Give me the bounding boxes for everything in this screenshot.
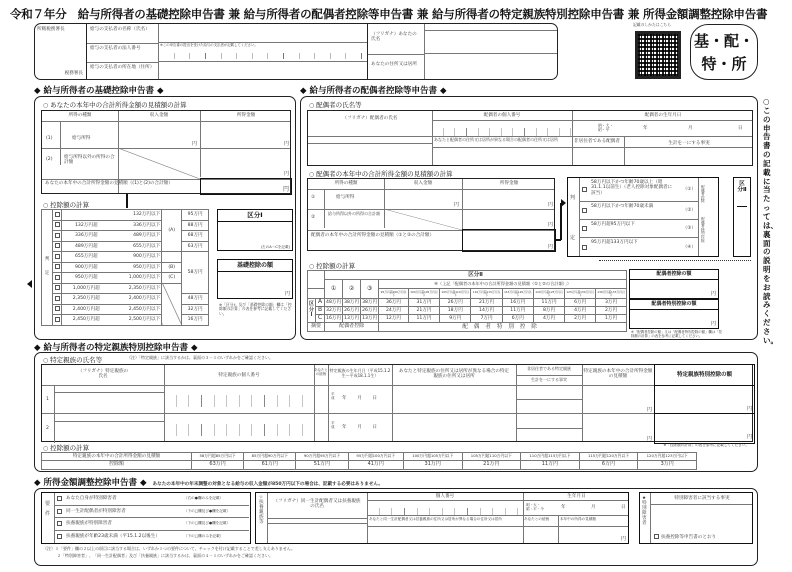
relative-address-field[interactable] <box>392 414 516 443</box>
basic-footnote: ※「区分Ⅰ」及び「基礎控除の額」欄は「控除額の計算」の表を参考に記載してください。 <box>219 302 292 316</box>
payer-info-box <box>34 23 558 80</box>
spouse-salary-revenue-field[interactable]: 円 <box>453 202 459 208</box>
basic-amount-box: 基礎控除の額 円 <box>217 259 293 299</box>
dependent-box: ☆扶養親族等 （フリガナ）同一生計配偶者又は扶養親族の氏名 個人番号 あなたと同一生計配偶者又は扶養親族の住所又は居所が異なる場合の住所又は居所 生年月日 明・大・昭・平・令 年 月 日 あなたとの続柄 本年中の所得の見積額 円 <box>255 492 629 544</box>
spouse-deduction-table: 区分Ⅱ ① ② ③ ④（上記「配偶者の本年中の合計所得金額の見積額（①と②の合計額）」） 95万円超100万円以下 100万円超105万円以下 105万円超110万円以下 110万円超115万円以下 115万円超120万円以下 120万円超125万円以下 125万円超130万円以下 130万円超133万円以下 区分Ⅰ A 48万円 38万円 38万円 36万円 31万円 26万円 21万円 16万円 11万円 6万円 3万円 B 32万円 26万円 26万円 24万円 21万円 18万円 14万円 11万円 8万円 4万円 2万円 C 16万円 13万円 13万円 12万円 11万円 9万円 7万円 6万円 4万円 2万円 1万円 摘要 配偶者控除 配偶者特別控除 <box>309 271 625 330</box>
tax-office-label: 所轄税務署長 <box>37 27 65 32</box>
basic-deduction-section: ○ あなたの本年中の合計所得金額の見積額の計算 所得の種類 収入金額 所得金額 (1) 給与所得 円 円 (2) 給与所得以外の所得の合計額 円 あなたの本年中の合計所得金額の見積額（(1)と(2)の合計額） 円 ○ 控除額の計算 判定 132万円以下 (A) 95万円 132万円超 336万円以下 88万円 336万円超 489万円以下 68万円 489万円超 655万円以下 63万円 655万円超 900万円以下 58万円 900万円超 950万円以下 (B) 950万円超 1,000万円以下 (C) 1,000万円超 2,350万円以下 2,350万円超 2,400万円以下 48万円 2,400万円超 2,450万円以下 32万円 2,450万円超 2,500万円以下 16万円 区分Ⅰ (左のA〜Cを記載) 基礎控除の額 円 ※「区分Ⅰ」及び「基礎控除の額」欄は「控除額の計算」の表を参考に記載してください。 <box>34 96 296 340</box>
kubun2-box: 区分Ⅱ <box>733 177 751 257</box>
relative-income-field[interactable]: 円 <box>646 407 652 413</box>
judge-row[interactable]: 95万円超133万円以下 （④） <box>579 238 698 258</box>
requirement-row[interactable]: 扶養親族が年齢23歳未満（平15.1.2以後生） （下の□欄のみを記載） <box>54 531 249 544</box>
relative-name-field[interactable] <box>54 422 164 443</box>
table-row: B 32万円 26万円 26万円 24万円 21万円 18万円 14万円 11万円 8万円 4万円 2万円 <box>308 307 627 315</box>
checkbox[interactable] <box>53 241 62 252</box>
arrow-right-icon <box>561 199 566 207</box>
basic-amount-field[interactable]: 円 <box>284 291 290 297</box>
spouse-deduction-calc-heading: ○ 控除額の計算 <box>309 261 355 270</box>
relative-deduction-calc-heading: ○ 控除額の計算 <box>43 443 89 452</box>
special-disability-box: ★特別障害者 特別障害者に該当する事実 扶養控除等申告書のとおり <box>639 492 753 544</box>
checkbox[interactable] <box>57 534 62 539</box>
checkbox[interactable] <box>53 262 62 273</box>
deduction-calc-heading: ○ 控除額の計算 <box>43 200 89 209</box>
spouse-name-heading: ○ 配偶者の氏名等 <box>309 100 362 109</box>
relative-amount-field-2[interactable]: 円 <box>746 434 752 440</box>
form-title: 令和７年分 給与所得者の基礎控除申告書 兼 給与所得者の配偶者控除等申告書 兼 給与所得者の特定親族特別控除申告書 兼 所得金額調整控除申告書 <box>10 7 768 21</box>
requirement-row[interactable]: 同一生計配偶者が特別障害者 （下の□欄及び●欄を記載） <box>54 506 249 519</box>
dependent-mynumber-field[interactable] <box>367 500 523 515</box>
salary-income-label: 給与所得 <box>72 136 91 141</box>
payer-name-label: 給与の支払者の名称（氏名） <box>90 27 150 32</box>
payer-address-label: 給与の支払者の所在地（住所） <box>90 65 155 70</box>
relative-row: 1 平成 年 月 日 円 <box>42 385 654 414</box>
spouse-judge-box: 判 定 58万円以下かつ年齢70歳以上（昭31.1.1以前生）（老人控除対象配偶者に該当） （①） 58万円以下かつ年齢70歳未満 （②） 58万円超95万円以下 （③） 95万円超133万円以下 （④） 配偶者控除 配偶者特別控除 <box>567 177 719 257</box>
your-address-field[interactable] <box>425 54 557 79</box>
checkbox[interactable] <box>582 208 587 213</box>
adjust-note-1: （注）１「要件」欄の２以上の項目に該当する場合は、いずれか１つの要件について、チェックを付け記載することで差し支えありません。 <box>43 546 295 551</box>
special-fact-field[interactable] <box>651 505 753 531</box>
table-row: C 16万円 13万円 13万円 12万円 11万円 9万円 7万円 6万円 4万円 2万円 1万円 <box>308 315 627 323</box>
payer-corp-label: 給与の支払者の法人番号 <box>90 46 141 51</box>
nonresident-label: 非居住者である配偶者 <box>574 139 620 144</box>
payer-name-field[interactable] <box>159 24 367 43</box>
adjust-deduction-heading: ◆ 所得金額調整控除申告書 ◆ あなたの本年中の年末調整の対象となる給与の収入金額が850万円以下の場合は、記載する必要はありません。 <box>34 478 383 488</box>
relative-name-heading: ○ 特定親族の氏名等 <box>43 355 102 364</box>
checkbox[interactable] <box>57 496 62 501</box>
spouse-footnote: ※「配偶者控除の額」又は「配偶者特別控除の額」欄は「控除額の計算」の表を参考に記載してください。 <box>631 330 722 338</box>
spouse-amount-box: 配偶者控除の額 円 <box>629 269 719 299</box>
spouse-dob-label: 配偶者の生年月日 <box>644 113 682 118</box>
tax-office-suffix: 税務署長 <box>64 70 83 76</box>
spouse-amount-field[interactable]: 円 <box>710 291 716 297</box>
relative-amount-field-1[interactable]: 円 <box>655 386 754 414</box>
table-row: 判定 132万円以下 (A) 95万円 <box>42 210 209 221</box>
table-row: 2,350万円超 2,400万円以下 48万円 <box>42 294 209 305</box>
salary-income-field[interactable]: 円 <box>283 141 289 147</box>
checkbox[interactable] <box>53 231 62 242</box>
requirements-box: 要件 あなた自身が特別障害者 （右の●欄のみを記載） 同一生計配偶者が特別障害者 （下の□欄及び●欄を記載） 扶養親族が特別障害者 （下の□欄及び●欄を記載） 扶養親族が年齢23歳未満（平15.1.2以後生） （下の□欄のみを記載） <box>41 492 251 544</box>
your-address-label: あなたの住所又は居所 <box>371 62 417 67</box>
checkbox[interactable] <box>53 252 62 263</box>
kubun2-field[interactable] <box>734 210 750 250</box>
spouse-special-amount-box: 配偶者特別控除の額 円 <box>629 299 719 329</box>
relative-income-field[interactable]: 円 <box>646 436 652 442</box>
relative-relation-field[interactable] <box>314 385 328 414</box>
checkbox[interactable] <box>582 187 587 192</box>
judge-row[interactable]: 58万円超95万円以下 （③） <box>579 220 698 238</box>
checkbox[interactable] <box>654 534 659 539</box>
checkbox[interactable] <box>582 245 587 250</box>
salary-revenue-field[interactable]: 円 <box>191 141 197 147</box>
relative-deduction-table: 特定親族の本年中の合計所得金額の見積額 58万円超85万円以下 85万円超90万円以下 90万円超95万円以下 95万円超100万円以下 100万円超105万円以下 105万円超110万円以下 110万円超115万円以下 115万円超120万円以下 120万円超123万円以下 控除額 63万円 61万円 51万円 41万円 31万円 21万円 11万円 6万円 3万円 <box>41 452 697 470</box>
kubun1-field[interactable]: (左のA〜Cを記載) <box>260 244 290 249</box>
spouse-name-field[interactable] <box>308 144 432 166</box>
table-row: 950万円超 1,000万円以下 (C) <box>42 273 209 284</box>
relative-furigana-field[interactable] <box>54 385 164 393</box>
table-row: 132万円超 336万円以下 88万円 <box>42 220 209 231</box>
spouse-other-income-field[interactable]: 円 <box>547 222 553 228</box>
spouse-salary-income-field[interactable]: 円 <box>547 202 553 208</box>
payer-address-field[interactable] <box>159 62 367 79</box>
spouse-income-heading: ○ 配偶者の本年中の合計所得金額の見積額の計算 <box>309 169 453 178</box>
checkbox[interactable] <box>53 220 62 231</box>
relative-row: 2 平成 年 月 日 円 <box>42 414 654 443</box>
checkbox[interactable] <box>53 315 62 326</box>
judge-row[interactable]: 58万円以下かつ年齢70歳未満 （②） <box>579 202 698 220</box>
checkbox[interactable] <box>53 294 62 305</box>
checkbox[interactable] <box>53 283 62 294</box>
adjust-deduction-section <box>34 488 758 566</box>
your-name-label: （フリガナ）あなたの氏名 <box>371 32 417 43</box>
adjust-note-2: ２「特別障害者」、「同一生計配偶者」及び「扶養親族」に該当するかは、裏面の４－１のいずれかをご確認ください。 <box>57 553 273 558</box>
checkbox[interactable] <box>582 226 587 231</box>
spouse-mynumber-field[interactable] <box>432 120 572 136</box>
table-row: 336万円超 489万円以下 68万円 <box>42 231 209 242</box>
spouse-deduction-heading: ◆ 給与所得者の配偶者控除等申告書 ◆ <box>300 86 447 96</box>
checkbox[interactable] <box>53 273 62 284</box>
spouse-special-amount-field[interactable]: 円 <box>710 321 716 327</box>
total-income-field[interactable]: 円 <box>200 178 292 195</box>
income-calc-heading: ○ あなたの本年中の合計所得金額の見積額の計算 <box>43 100 187 109</box>
total-income-label: あなたの本年中の合計所得金額の見積額（(1)と(2)の合計額） <box>45 181 173 186</box>
checkbox[interactable] <box>53 210 62 221</box>
spouse-furigana-field[interactable] <box>308 136 432 144</box>
requirement-row[interactable]: 扶養親族が特別障害者 （下の□欄及び●欄を記載） <box>54 518 249 531</box>
kubun1-box: 区分Ⅰ (左のA〜Cを記載) <box>217 209 293 251</box>
checkbox[interactable] <box>57 509 62 514</box>
other-income-label: 給与所得以外の所得の合計額 <box>64 155 115 166</box>
checkbox[interactable] <box>53 304 62 315</box>
relative-mynumber-field[interactable] <box>164 395 314 407</box>
relative-mynumber-field[interactable] <box>164 424 314 436</box>
arrow-left-icon <box>27 280 32 288</box>
table-row: 1,000万円超 2,350万円以下 <box>42 283 209 294</box>
table-row: 900万円超 950万円以下 (B) <box>42 262 209 273</box>
relative-deduction-heading: ◆ 給与所得者の特定親族特別控除申告書 ◆ <box>34 343 198 353</box>
qr-code-icon[interactable] <box>635 31 681 79</box>
relative-deduction-section: ○ 特定親族の氏名等 （注）「特定親族」に該当するかは、裏面の３－１のいずれかをご確認ください。 （フリガナ）特定親族の氏名 特定親族の個人番号 あなたとの続柄 特定親族の生年月日（平成15.1.2生～平成18.1.1生） あなたと特定親族の住所又は居所が異なる場合の特定親族の住所又は居所 非居住者である特定親族 生計を一にする事実 特定親族の本年中の合計所得金額の見積額 特定親族特別控除の額 円 円 1 平成 年 月 日 円 2 平成 年 月 日 円 ※「控除額の計算」の表を参考に記載してください。 ○ 控除額の計算 特定親族の本年中の合計所得金額の見積額 58万円超85万円以下 85万円超90万円以下 90万円超95万円以下 95万円超100万円以下 100万円超105万円以下 105万円超110万円以下 110万円超115万円以下 115万円超120万円以下 120万円超123万円以下 控除額 63万円 61万円 51万円 41万円 31万円 21万円 11万円 6万円 3万円 <box>34 352 758 472</box>
spouse-mynumber-label: 配偶者の個人番号 <box>483 113 521 118</box>
dependent-name-field[interactable] <box>267 524 367 544</box>
basic-deduction-table <box>41 209 209 326</box>
side-note: ○この申告書の記載に当たっては、裏面の説明をお読みください。 <box>763 97 778 345</box>
requirement-row[interactable]: あなた自身が特別障害者 （右の●欄のみを記載） <box>54 493 249 506</box>
spouse-deduction-section: ○ 配偶者の氏名等 （フリガナ）配偶者の氏名 配偶者の個人番号 あなたと配偶者の住所又は居所が異なる場合の配偶者の住所又は居所 配偶者の生年月日 明・大・昭・平 年 月 日 非居住者である配偶者 生計を一にする事実 ○ 配偶者の本年中の合計所得金額の見積額の計算 所得の種類 収入金額 所得金額 ① 給与所得 円 円 ② 給与所得以外の所得の合計額 円 配偶者の本年中の合計所得金額の見積額（①と②の合計額） 円 判 定 58万円以下かつ年齢70歳以上（昭31.1.1以前生）（老人控除対象配偶者に該当） （①） 58万円以下かつ年齢70歳未満 （②） 58万円超95万円以下 （③） 95万円超133万円以下 （④） 配偶者控除 配偶者特別控除 区分Ⅱ ○ 控除額の計算 区分Ⅱ ① ② ③ ④（上記「配偶者の本年中の合計所得金額の見積額（①と②の合計額）」） 95万円超100万円以下 100万円超105万円以下 105万円超110万円以下 110万円超115万円以下 115万円超120万円以下 120万円超125万円以下 125万円超130万円以下 130万円超133万円以下 区分Ⅰ A 48万円 38万円 38万円 36万円 31万円 26万円 21万円 16万円 11万円 6万円 3万円 B 32万円 26万円 26万円 24万円 21万円 18万円 14万円 11万円 8万円 4万円 2万円 C 16万円 13万円 13万円 12万円 11万円 9万円 7万円 6万円 4万円 2万円 1万円 摘要 配偶者控除 配偶者特別控除 配偶者控除の額 円 配偶者特別控除の額 円 ※「配偶者控除の額」又は「配偶者特別控除の額」欄は「控除額の計算」の表を参考に記載してください。 <box>300 96 758 340</box>
form-type-badge: 基・配・ 特・所 <box>690 24 758 80</box>
your-name-field[interactable] <box>425 24 557 54</box>
table-row: 2,450万円超 2,500万円以下 16万円 <box>42 315 209 326</box>
basic-deduction-heading: ◆ 給与所得者の基礎控除申告書 ◆ <box>34 86 164 96</box>
special-check[interactable]: 扶養控除等申告書のとおり <box>654 534 716 540</box>
table-row: 区分Ⅰ A 48万円 38万円 38万円 36万円 31万円 26万円 21万円 16万円 11万円 6万円 3万円 <box>308 299 627 307</box>
table-row: 控除額 63万円 61万円 51万円 41万円 31万円 21万円 11万円 6万円 3万円 <box>42 461 697 470</box>
qr-caption: 記載のしかたはこちら <box>633 22 671 27</box>
relative-address-field[interactable] <box>392 385 516 414</box>
table-row: 2,400万円超 2,450万円以下 32万円 <box>42 304 209 315</box>
table-row: 655万円超 900万円以下 58万円 <box>42 252 209 263</box>
payer-corp-number-field[interactable]: ※この申告書の提出を受けた給与の支払者が記載してください。 <box>159 43 367 62</box>
judge-row[interactable]: 58万円以下かつ年齢70歳以上（昭31.1.1以前生）（老人控除対象配偶者に該当） （①） <box>579 178 698 202</box>
spouse-furigana-label: （フリガナ）配偶者の氏名 <box>342 116 398 121</box>
relative-relation-field[interactable] <box>314 414 328 443</box>
spouse-total-income-field[interactable]: 円 <box>462 229 556 252</box>
relative-furigana-field[interactable] <box>54 414 164 422</box>
table-row: 489万円超 655万円以下 63万円 <box>42 241 209 252</box>
checkbox[interactable] <box>57 521 62 526</box>
other-income-field[interactable]: 円 <box>283 171 289 177</box>
relative-name-field[interactable] <box>54 393 164 414</box>
